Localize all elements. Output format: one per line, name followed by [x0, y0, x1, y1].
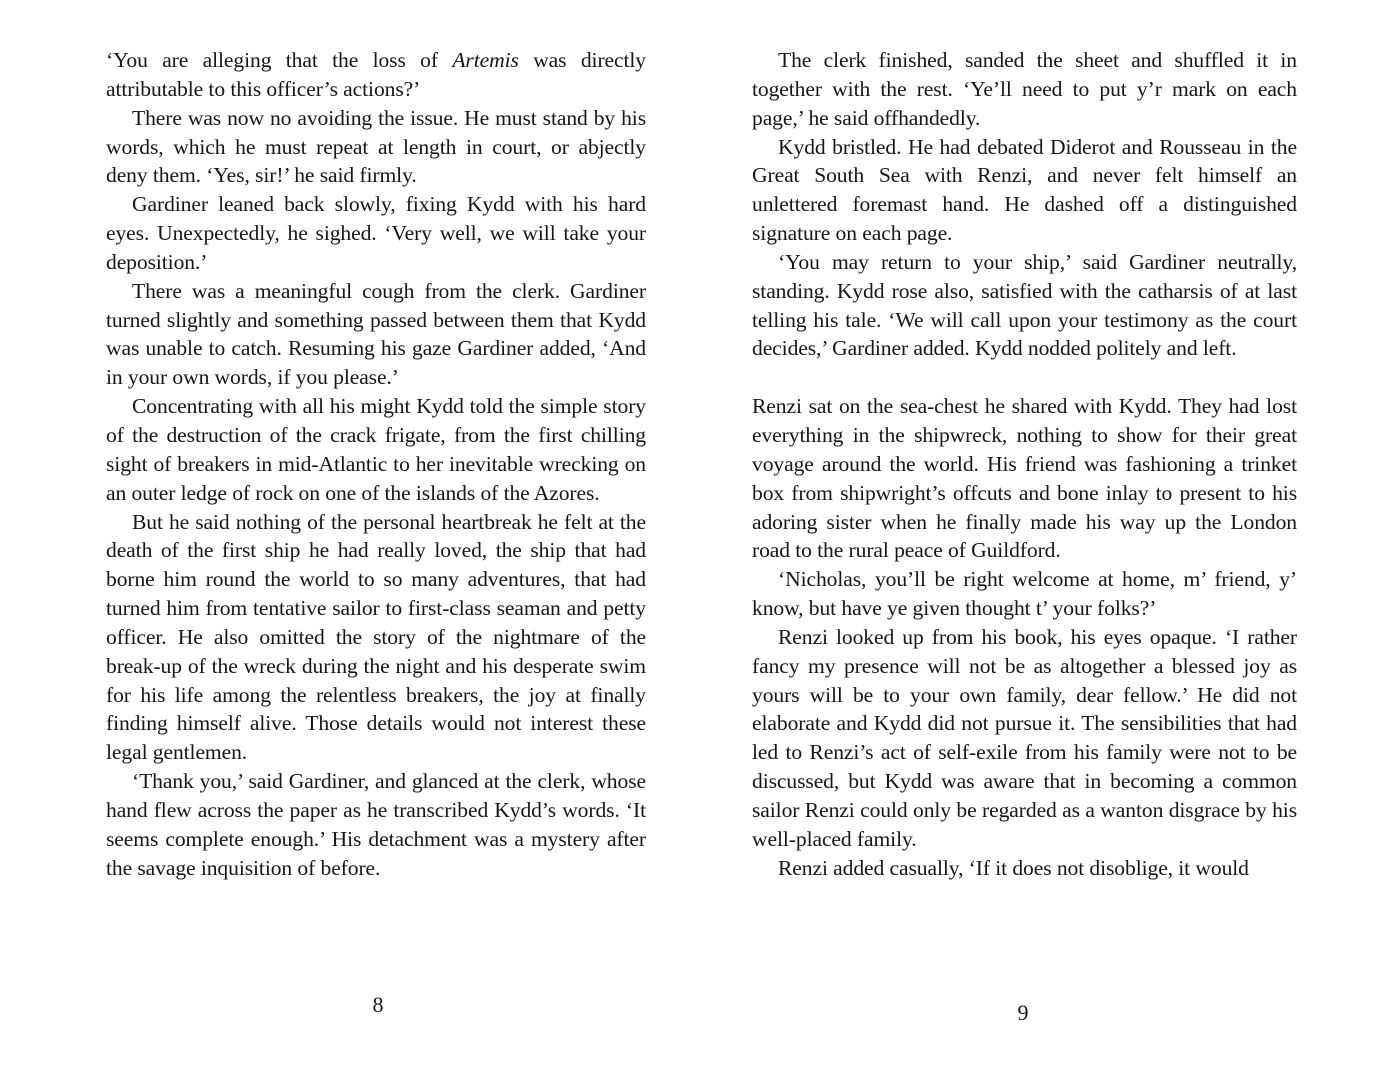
paragraph-3: Gardiner leaned back slowly, fixing Kydd with his hard eyes. Unexpectedly, he sighed. ‘Very well, we will take your deposition.’ — [106, 192, 646, 274]
paragraph-2: Kydd bristled. He had debated Diderot and Rousseau in the Great South Sea with Renzi, and never felt himself an unlettered foremast hand. He dashed off a distinguished signature on each page. — [752, 134, 1297, 246]
page-number-left: 8 — [372, 992, 384, 1017]
ship-name-italic: Artemis — [452, 48, 519, 72]
page-number-right: 9 — [1017, 1000, 1029, 1025]
paragraph-2: There was now no avoiding the issue. He must stand by his words, which he must repeat at length in court, or abjectly deny them. ‘Yes, sir!’ he said firmly. — [106, 105, 646, 188]
paragraph-1 — [106, 46, 646, 104]
paragraph-7: Renzi added casually, ‘If it does not disoblige, it would — [778, 855, 1249, 880]
paragraph-6: But he said nothing of the personal heartbreak he felt at the death of the first ship he had really loved, the ship that had borne him round the world to so many adventures, that had turned him from tentative sailor to first-class seaman and petty officer. He also omitted the story of the nightmare of the break-up of the wreck during the night and his desperate swim for his life among the relentless breakers, the joy at finally finding himself alive. Those details would not interest these legal gentlemen. — [106, 509, 646, 765]
paragraph-3: ‘You may return to your ship,’ said Gardiner neutrally, standing. Kydd rose also, satisfied with the catharsis of at last telling his tale. ‘We will call upon your testimony as the court decides,’ Gardiner added. Kydd nodded politely and left. — [752, 249, 1297, 361]
paragraph-4: There was a meaningful cough from the clerk. Gardiner turned slightly and something passed between them that Kydd was unable to catch. Resuming his gaze Gardiner added, ‘And in your own words, if you please.’ — [106, 278, 646, 390]
paragraph-6: Renzi looked up from his book, his eyes opaque. ‘I rather fancy my presence will not be as altogether a blessed joy as yours will be to your own family, dear fellow.’ He did not elaborate and Kydd did not pursue it. The sensibilities that had led to Renzi’s act of self-exile from his family were not to be discussed, but Kydd was aware that in becoming a common sailor Renzi could only be regarded as a wanton disgrace by his well-placed family. — [752, 624, 1297, 851]
paragraph-5: Concentrating with all his might Kydd told the simple story of the destruction of the crack frigate, from the first chilling sight of breakers in mid-Atlantic to her inevitable wrecking on an outer ledge of rock on one of the islands of the Azores. — [106, 394, 646, 505]
section-break — [752, 363, 1297, 392]
paragraph-7: ‘Thank you,’ said Gardiner, and glanced at the clerk, whose hand flew across the paper as he transcribed Kydd’s words. ‘It seems complete enough.’ His detachment was a mystery after the savage inquisition of before. — [106, 769, 646, 880]
paragraph-5: ‘Nicholas, you’ll be right welcome at home, m’ friend, y’ know, but have ye given thought t’ your folks?’ — [752, 567, 1297, 621]
paragraph-1-before: ‘You are alleging that the loss of — [106, 48, 453, 72]
paragraph-1: The clerk finished, sanded the sheet and shuffled it in together with the rest. ‘Ye’ll need to put y’r mark on each page,’ he said offhandedly. — [752, 48, 1297, 130]
right-page — [752, 46, 1297, 882]
left-page — [106, 46, 646, 882]
paragraph-4: Renzi sat on the sea-chest he shared with Kydd. They had lost everything in the shipwreck, nothing to show for their great voyage around the world. His friend was fashioning a trinket box from shipwright’s offcuts and bone inlay to present to his adoring sister when he finally made his way up the London road to the rural peace of Guildford. — [752, 394, 1297, 563]
paragraph-1-after: was directly attributable to this officer’s actions?’ — [106, 48, 646, 101]
